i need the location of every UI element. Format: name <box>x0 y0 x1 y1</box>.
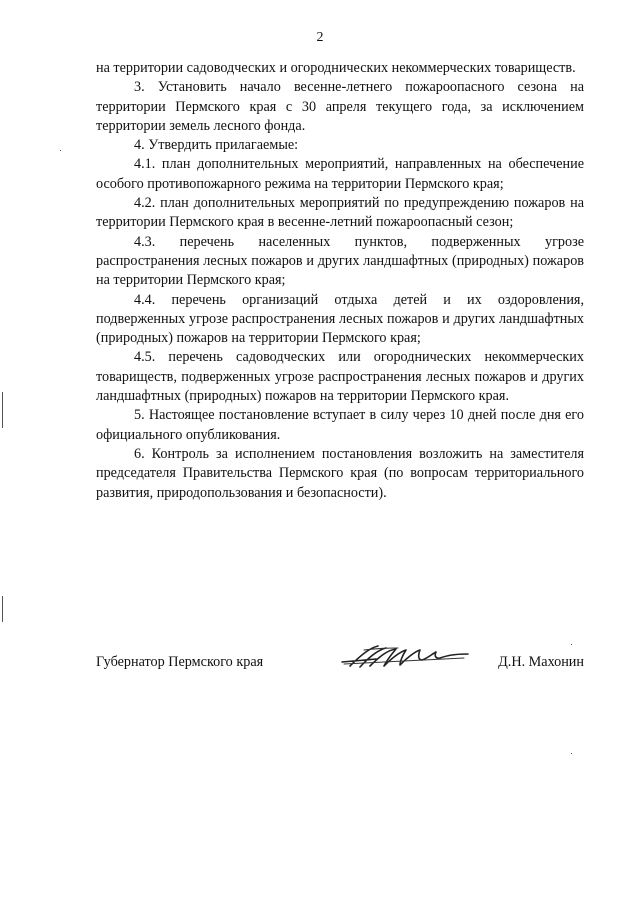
scan-artifact-dot <box>571 644 572 645</box>
scan-artifact-dot <box>571 753 572 754</box>
scan-artifact-dot <box>60 150 61 151</box>
paragraph-item-5: 5. Настоящее постановление вступает в силу через 10 дней после дня его официального опубликования. <box>96 407 584 443</box>
document-body <box>96 59 584 503</box>
paragraph-item-4-2: 4.2. план дополнительных мероприятий по предупреждению пожаров на территории Пермского края в весенне-летний пожароопасный сезон; <box>96 195 584 231</box>
paragraph-item-4-4: 4.4. перечень организаций отдыха детей и их оздоровления, подверженных угрозе распространения лесных пожаров и других ландшафтных (природных) пожаров на территории Пермского края; <box>96 291 584 347</box>
paragraph-item-4: 4. Утвердить прилагаемые: <box>134 137 299 154</box>
scan-artifact-line <box>2 392 3 428</box>
paragraph-item-4-1: 4.1. план дополнительных мероприятий, направленных на обеспечение особого противопожарного режима на территории Пермского края; <box>96 156 584 192</box>
paragraph-item-4-3: 4.3. перечень населенных пунктов, подверженных угрозе распространения лесных пожаров и других ландшафтных (природных) пожаров на территории Пермского края; <box>96 233 584 289</box>
handwritten-signature <box>340 640 470 674</box>
signatory-name: Д.Н. Махонин <box>498 654 584 670</box>
page-number: 2 <box>316 30 324 45</box>
signatory-title: Губернатор Пермского края <box>96 654 264 670</box>
paragraph-item-6: 6. Контроль за исполнением постановления возложить на заместителя председателя Правительства Пермского края (по вопросам территориального развития, природопользования и безопасности). <box>96 445 584 501</box>
signature-block <box>96 648 584 688</box>
paragraph-item-3: 3. Установить начало весенне-летнего пожароопасного сезона на территории Пермского края с 30 апреля текущего года, за исключением территории земель лесного фонда. <box>96 79 584 134</box>
paragraph-continuation: на территории садоводческих и огороднических некоммерческих товариществ. <box>96 60 576 76</box>
scan-artifact-line <box>2 596 3 622</box>
paragraph-item-4-5: 4.5. перечень садоводческих или огороднических некоммерческих товариществ, подверженных угрозе распространения лесных пожаров и других ландшафтных (природных) пожаров на территории Пермского края. <box>96 349 584 405</box>
